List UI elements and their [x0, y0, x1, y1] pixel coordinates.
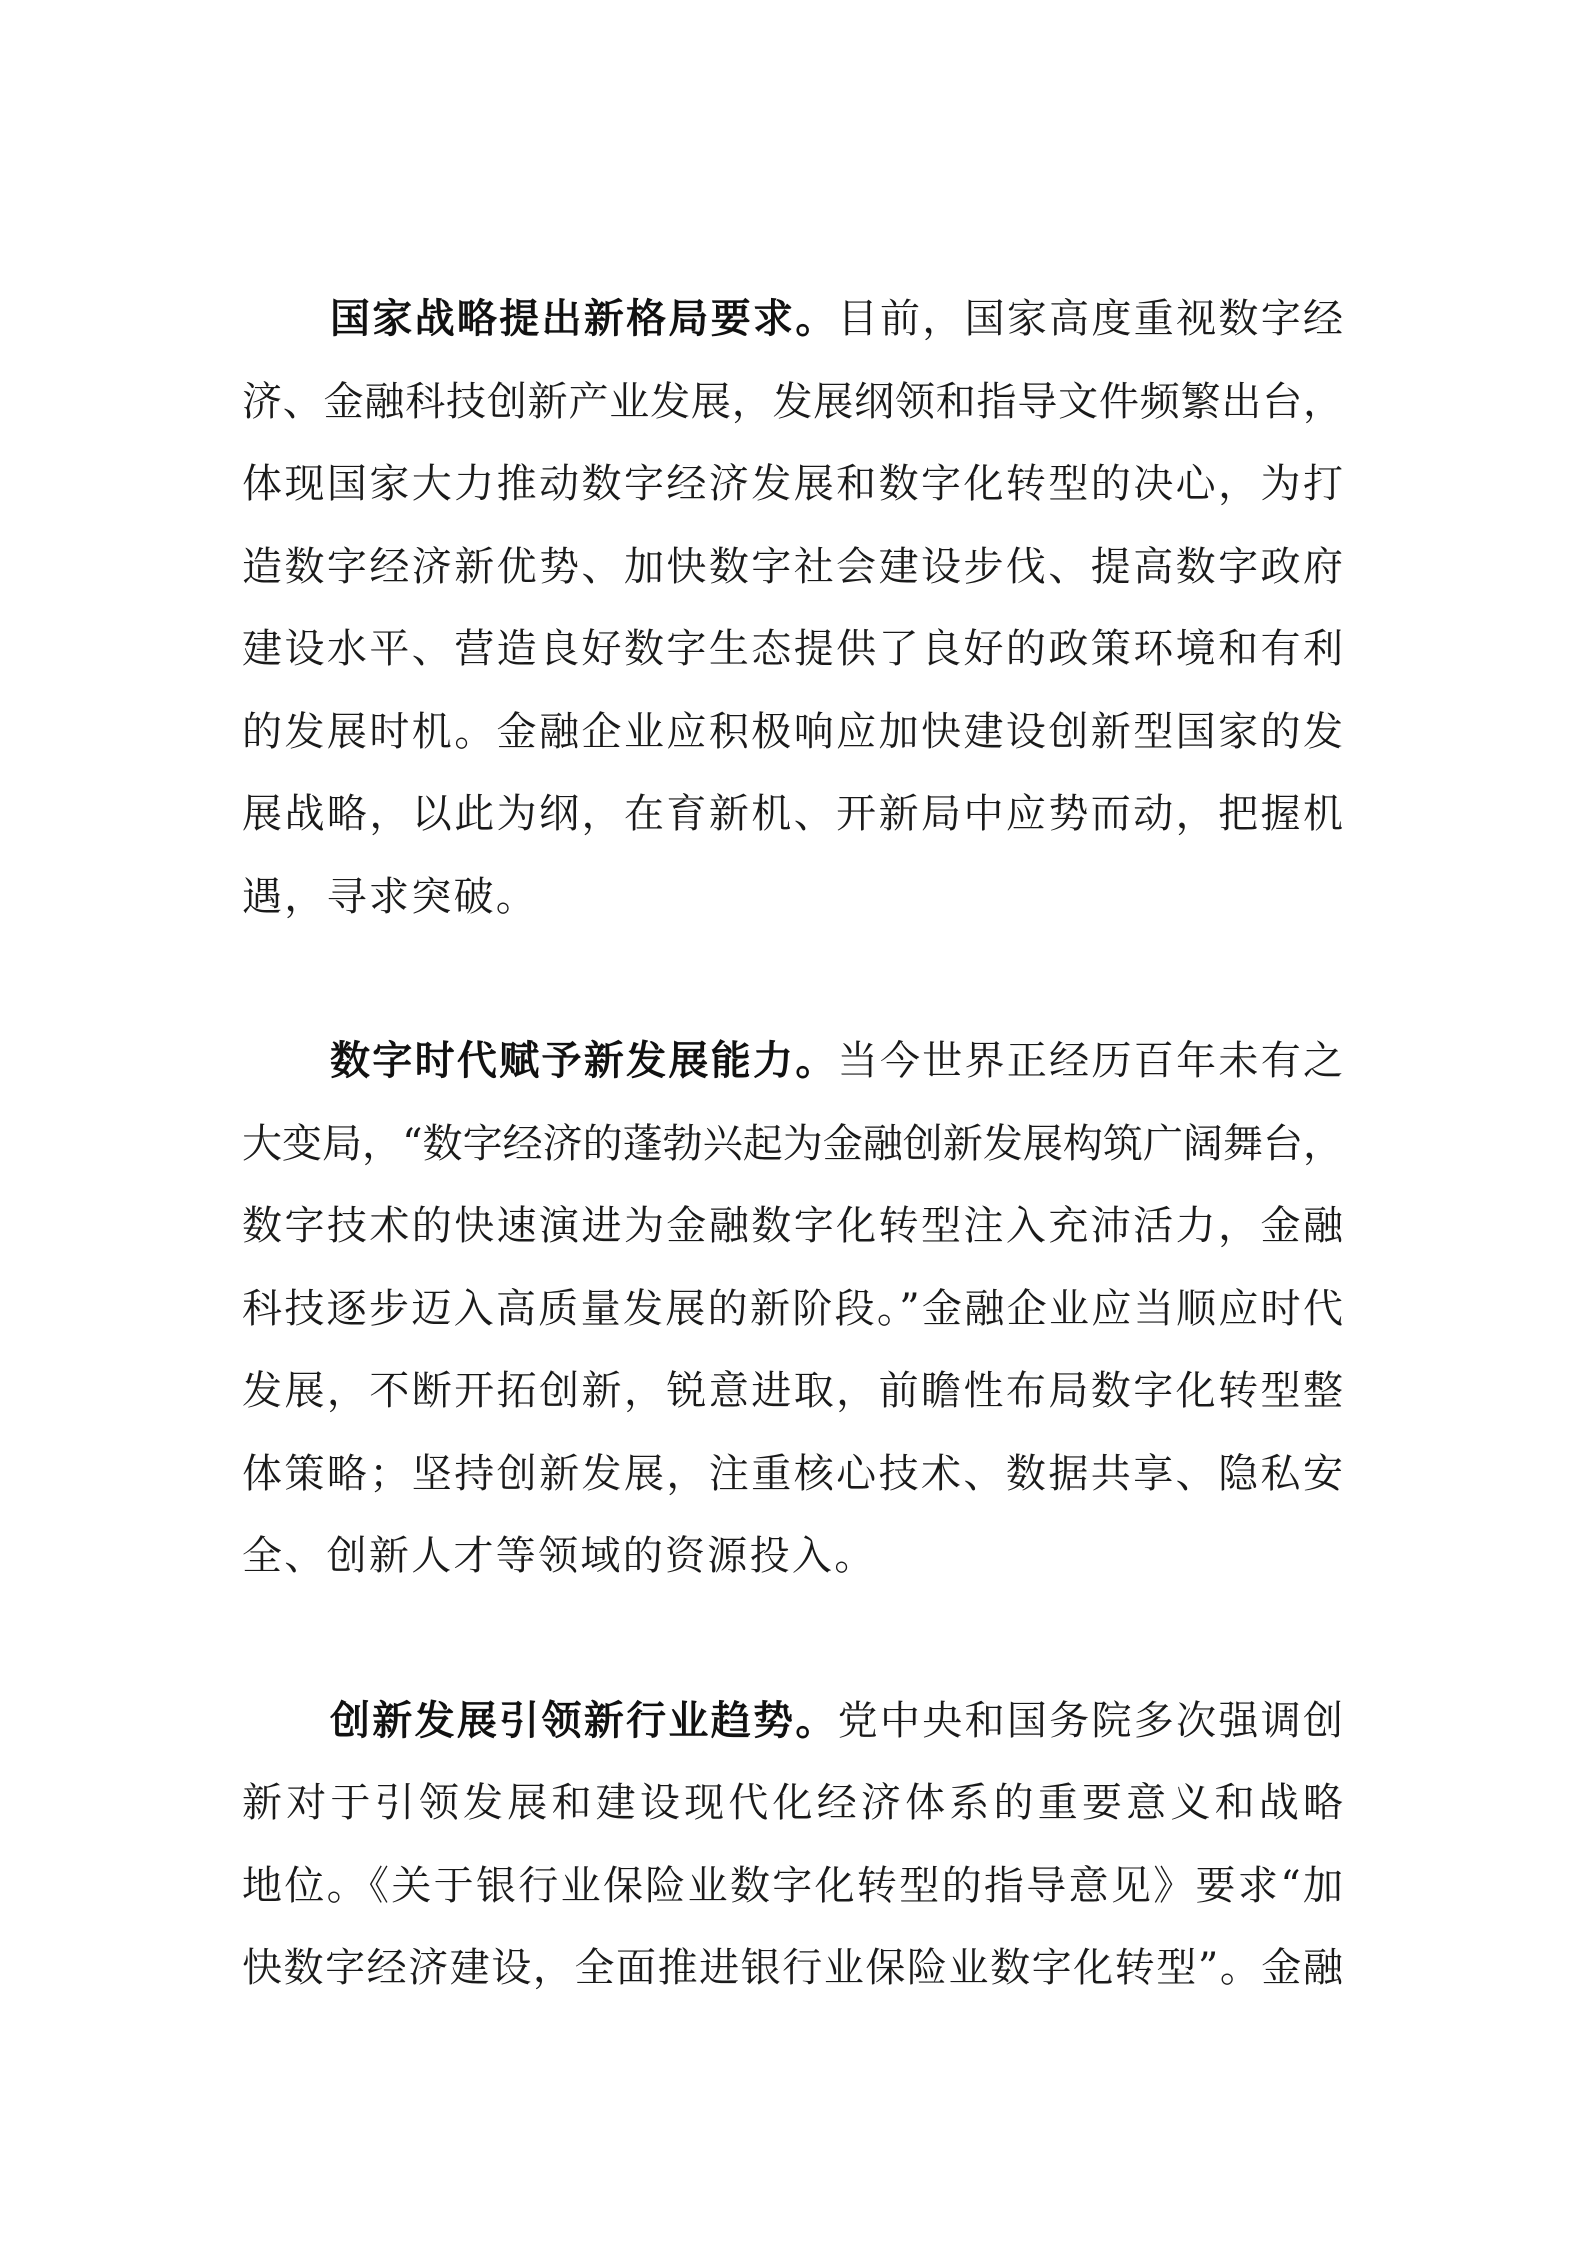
paragraph-line: 新对于引领发展和建设现代化经济体系的重要意义和战略 — [242, 1780, 1343, 1826]
paragraph-line: 快数字经济建设，全面推进银行业保险业数字化转型”。金融 — [242, 1945, 1343, 1991]
paragraph-digital-era — [242, 1020, 1343, 1598]
paragraph-last-line: 遇，寻求突破。 — [242, 873, 539, 920]
paragraph-line: 科技逐步迈入高质量发展的新阶段。”金融企业应当顺应时代 — [242, 1285, 1343, 1332]
paragraph-lead-heading: 国家战略提出新格局要求。 — [330, 295, 838, 342]
paragraph-text: 当今世界正经历百年未有之 — [837, 1038, 1344, 1084]
paragraph-lead-heading: 创新发展引领新行业趋势。 — [330, 1696, 838, 1744]
paragraph-line: 的发展时机。金融企业应积极响应加快建设创新型国家的发 — [242, 708, 1343, 755]
paragraph-text: 目前，国家高度重视数字经 — [837, 296, 1344, 342]
paragraph-text: 党中央和国务院多次强调创 — [837, 1697, 1344, 1744]
paragraph-line: 造数字经济新优势、加快数字社会建设步伐、提高数字政府 — [242, 543, 1343, 590]
paragraph-line: 体策略；坚持创新发展，注重核心技术、数据共享、隐私安 — [242, 1450, 1343, 1497]
paragraph-national-strategy — [242, 278, 1343, 938]
paragraph-first-line — [242, 1020, 1343, 1103]
paragraph-line: 济、金融科技创新产业发展，发展纲领和指导文件频繁出台， — [242, 378, 1343, 425]
paragraph-line: 展战略，以此为纲，在育新机、开新局中应势而动，把握机 — [242, 791, 1343, 837]
paragraph-line: 发展，不断开拓创新，锐意进取，前瞻性布局数字化转型整 — [242, 1368, 1343, 1414]
paragraph-line: 建设水平、营造良好数字生态提供了良好的政策环境和有利 — [242, 626, 1343, 672]
paragraph-line: 地位。《关于银行业保险业数字化转型的指导意见》要求“加 — [242, 1862, 1343, 1909]
paragraph-innovation-trend — [242, 1680, 1343, 2010]
paragraph-line: 数字技术的快速演进为金融数字化转型注入充沛活力，金融 — [242, 1203, 1343, 1249]
document-page — [242, 278, 1343, 2092]
paragraph-line: 体现国家大力推动数字经济发展和数字化转型的决心，为打 — [242, 461, 1343, 507]
paragraph-lead-heading: 数字时代赋予新发展能力。 — [330, 1037, 838, 1084]
paragraph-first-line — [242, 1680, 1343, 1763]
paragraph-line: 大变局，“数字经济的蓬勃兴起为金融创新发展构筑广阔舞台， — [242, 1120, 1343, 1167]
paragraph-first-line — [242, 278, 1343, 361]
paragraph-last-line: 全、创新人才等领域的资源投入。 — [242, 1533, 877, 1579]
